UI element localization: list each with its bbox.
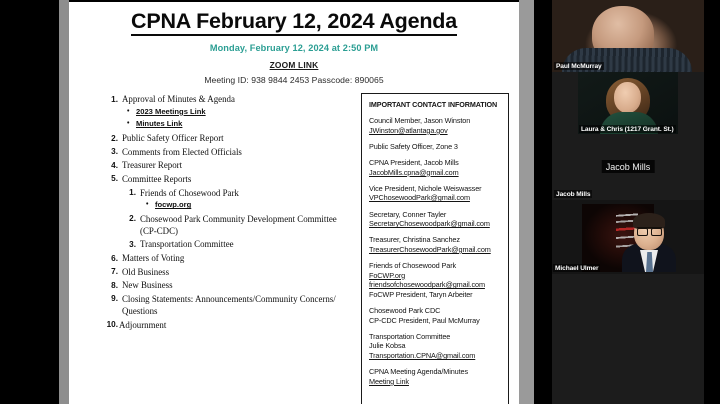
contact-group [369,306,503,325]
agenda-item-label: Closing Statements: Announcements/Community Concerns/ Questions [122,293,336,317]
contact-group [369,332,503,361]
agenda-item-number: 6. [111,253,118,263]
avatar [614,82,641,113]
important-contact-information-box [361,93,509,404]
agenda-sub-item [103,238,353,250]
agenda-item-label: Approval of Minutes & Agenda [122,94,235,105]
agenda-item-number: 4. [111,160,118,170]
agenda-item-label: Friends of Chosewood Park [140,187,239,198]
agenda-item-number: 7. [111,267,118,277]
video-tile-jacob-mills[interactable] [552,134,704,200]
zoom-link[interactable]: ZOOM LINK [269,60,319,71]
agenda-item-number: 2. [129,214,136,224]
agenda-item-number: 5. [111,174,118,184]
contact-link[interactable]: JacobMills.cpna@gmail.com [369,167,459,177]
tile-name-label: Michael Ulmer [555,264,599,272]
contact-line: Transportation Committee [369,331,451,341]
page-title-text: CPNA February 12, 2024 Agenda [131,9,457,36]
contact-groups [369,116,503,386]
agenda-item [103,266,353,278]
document-body [69,93,519,404]
contact-line: CPNA Meeting Agenda/Minutes [369,367,468,377]
video-tile-paul-mcmurray[interactable] [552,0,704,72]
participant-rail [536,0,720,404]
agenda-item-label: Old Business [122,266,170,277]
tile-name-label: Jacob Mills [556,190,591,198]
video-tile-michael-ulmer[interactable] [552,200,704,274]
contact-group [369,261,503,300]
contact-link[interactable]: SecretaryChosewoodpark@gmail.com [369,219,490,229]
glasses-icon [637,227,662,234]
agenda-item [103,93,353,105]
agenda-item-number: 3. [111,147,118,157]
agenda-sub-bullet [103,107,353,118]
agenda-item-number: 3. [129,239,136,249]
agenda-list [103,93,353,332]
agenda-item-number: 1. [111,94,118,104]
contact-line: Council Member, Jason Winston [369,116,471,126]
contact-line: Treasurer, Christina Sanchez [369,235,460,245]
agenda-item [103,279,353,291]
contact-line: FoCWP President, Taryn Arbeiter [369,289,473,299]
page-title [69,10,519,34]
agenda-item [103,319,353,331]
contact-line: CP-CDC President, Paul McMurray [369,315,480,325]
agenda-item [103,132,353,144]
participant-rail-empty-area [552,274,704,404]
agenda-item [103,252,353,264]
active-speaker-label: Jacob Mills [602,160,655,173]
document-left-margin [59,0,69,404]
meeting-id-passcode: Meeting ID: 938 9844 2453 Passcode: 890065 [204,75,384,86]
contact-box-title: IMPORTANT CONTACT INFORMATION [369,100,498,110]
contact-link[interactable]: JWinston@atlantaga.gov [369,125,448,135]
bullet-dot-icon: • [127,107,130,115]
agenda-item-label: New Business [122,280,173,291]
contact-link[interactable]: VPChosewoodPark@gmail.com [369,193,470,203]
contact-group [369,116,503,135]
agenda-item-label: Treasurer Report [122,160,183,171]
contact-group [369,158,503,177]
agenda-sub-item [103,213,353,237]
participant-rail-inner [552,0,704,404]
agenda-item [103,159,353,171]
contact-link[interactable]: FoCWP.org [369,270,406,280]
contact-group [369,210,503,229]
agenda-item-number: 1. [129,188,136,198]
contact-group [369,367,503,386]
contact-group [369,235,503,254]
agenda-document-page [69,2,519,404]
agenda-sub-bullet [103,119,353,130]
contact-line: Public Safety Officer, Zone 3 [369,141,458,151]
contact-link[interactable]: TreasurerChosewoodPark@gmail.com [369,244,491,254]
bullet-dot-icon: • [127,120,130,128]
agenda-item [103,293,353,317]
agenda-item-number: 9. [111,294,118,304]
contact-line: Julie Kobsa [369,341,406,351]
agenda-item-label: Transportation Committee [140,239,234,250]
contact-link[interactable]: Meeting Link [369,376,409,386]
agenda-item-number: 8. [111,280,118,290]
zoom-link-row [69,55,519,73]
agenda-item-label: Public Safety Officer Report [122,133,224,144]
document-scrollbar[interactable] [519,0,534,404]
contact-line: Friends of Chosewood Park [369,261,457,271]
agenda-item-number: 2. [111,133,118,143]
tile-name-label: Laura & Chris (1217 Grant. St.) [581,125,674,133]
agenda-item-label: Matters of Voting [122,253,185,264]
agenda-item-label: Adjournment [119,319,167,330]
contact-line: Vice President, Nichole Weiswasser [369,183,482,193]
contact-line: Secretary, Conner Tayler [369,209,447,219]
video-tile-laura-and-chris[interactable] [578,72,678,134]
agenda-item-label: Committee Reports [122,173,192,184]
agenda-link[interactable]: 2023 Meetings Link [136,106,206,116]
agenda-link[interactable]: Minutes Link [136,119,183,129]
agenda-item-number: 10. [106,320,118,330]
agenda-sub-bullet [103,200,353,211]
contact-line: Chosewood Park CDC [369,306,441,316]
agenda-item [103,146,353,158]
agenda-item-label: Comments from Elected Officials [122,146,242,157]
agenda-sub-item [103,187,353,199]
video-feed [582,204,654,272]
contact-line: CPNA President, Jacob Mills [369,158,459,168]
agenda-item-label: Chosewood Park Community Development Committee (CP-CDC) [140,213,337,236]
bullet-dot-icon: • [146,201,149,209]
tile-name-label: Paul McMurray [556,62,602,70]
meeting-datetime: Monday, February 12, 2024 at 2:50 PM [209,43,379,54]
contact-group [369,184,503,203]
contact-link[interactable]: Transportation.CPNA@gmail.com [369,351,476,361]
agenda-link[interactable]: focwp.org [155,200,192,210]
contact-link[interactable]: friendsofchosewoodpark@gmail.com [369,280,485,290]
agenda-item [103,173,353,185]
contact-group [369,142,503,152]
